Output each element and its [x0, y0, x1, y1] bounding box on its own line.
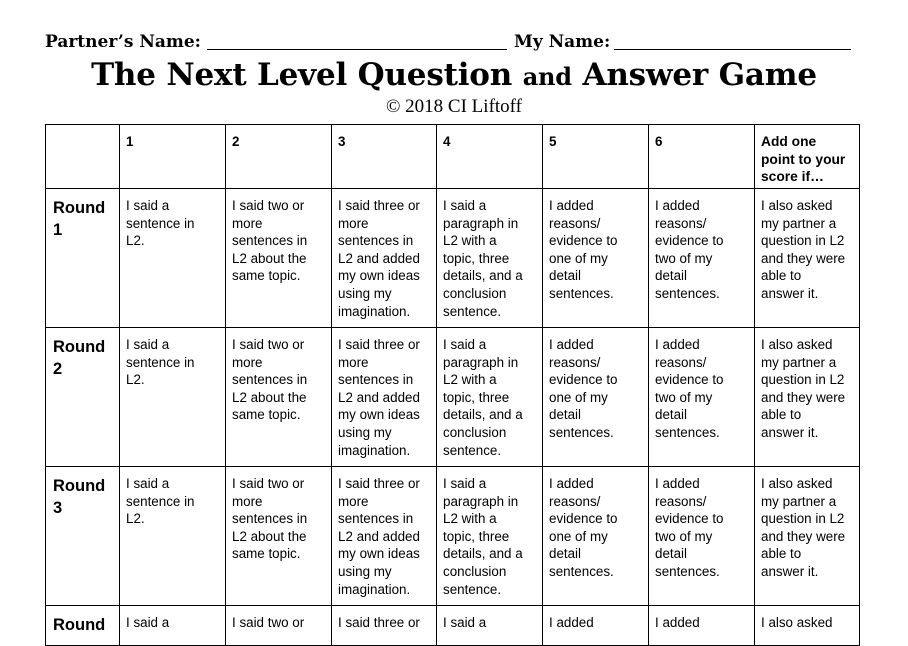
criteria-cell[interactable]: I added reasons/ evidence to one of my detail sentences.: [543, 189, 649, 328]
round-label: Round: [46, 606, 120, 646]
criteria-cell[interactable]: I said two or: [226, 606, 332, 646]
bonus-cell[interactable]: I also asked my partner a question in L2 and they were able to answer it.: [755, 328, 860, 467]
criteria-cell[interactable]: I said three or more sentences in L2 and added my own ideas using my imagination.: [332, 328, 437, 467]
bonus-column-header: Add one point to your score if…: [755, 125, 860, 189]
title-part-2: and: [522, 62, 572, 91]
bonus-cell[interactable]: I also asked: [755, 606, 860, 646]
criteria-cell[interactable]: I said a paragraph in L2 with a topic, three details, and a conclusion sentence.: [437, 189, 543, 328]
criteria-cell[interactable]: I said three or: [332, 606, 437, 646]
criteria-cell[interactable]: I said a paragraph in L2 with a topic, three details, and a conclusion sentence.: [437, 467, 543, 606]
bonus-cell[interactable]: I also asked my partner a question in L2 and they were able to answer it.: [755, 467, 860, 606]
partner-name-field[interactable]: [207, 49, 507, 50]
title-part-1: The Next Level Question: [91, 57, 523, 93]
corner-cell: [46, 125, 120, 189]
column-header: 5: [543, 125, 649, 189]
my-name-field[interactable]: [614, 49, 851, 50]
title-part-3: Answer Game: [571, 57, 817, 93]
column-header: 1: [120, 125, 226, 189]
criteria-cell[interactable]: I added reasons/ evidence to one of my detail sentences.: [543, 467, 649, 606]
criteria-cell[interactable]: I added reasons/ evidence to one of my detail sentences.: [543, 328, 649, 467]
criteria-cell[interactable]: I added reasons/ evidence to two of my detail sentences.: [649, 467, 755, 606]
table-row: [46, 467, 860, 606]
criteria-cell[interactable]: I said three or more sentences in L2 and added my own ideas using my imagination.: [332, 189, 437, 328]
criteria-cell[interactable]: I added: [543, 606, 649, 646]
round-label: Round 3: [46, 467, 120, 606]
score-table: [45, 124, 860, 646]
criteria-cell[interactable]: I said a paragraph in L2 with a topic, three details, and a conclusion sentence.: [437, 328, 543, 467]
table-row: [46, 328, 860, 467]
column-header: 2: [226, 125, 332, 189]
name-header: [45, 32, 865, 54]
criteria-cell[interactable]: I said two or more sentences in L2 about the same topic.: [226, 328, 332, 467]
round-label: Round 2: [46, 328, 120, 467]
bonus-cell[interactable]: I also asked my partner a question in L2 and they were able to answer it.: [755, 189, 860, 328]
criteria-cell[interactable]: I added: [649, 606, 755, 646]
criteria-cell[interactable]: I said two or more sentences in L2 about the same topic.: [226, 467, 332, 606]
criteria-cell[interactable]: I said two or more sentences in L2 about the same topic.: [226, 189, 332, 328]
table-row: [46, 606, 860, 646]
partner-name-label: Partner’s Name:: [45, 32, 201, 52]
criteria-cell[interactable]: I said a: [437, 606, 543, 646]
criteria-cell[interactable]: I said three or more sentences in L2 and added my own ideas using my imagination.: [332, 467, 437, 606]
round-label: Round 1: [46, 189, 120, 328]
table-row: [46, 189, 860, 328]
column-header: 3: [332, 125, 437, 189]
criteria-cell[interactable]: I added reasons/ evidence to two of my detail sentences.: [649, 328, 755, 467]
header-row: [46, 125, 860, 189]
criteria-cell[interactable]: I said a sentence in L2.: [120, 467, 226, 606]
page-title: [0, 56, 908, 96]
my-name-label: My Name:: [514, 32, 611, 52]
column-header: 4: [437, 125, 543, 189]
criteria-cell[interactable]: I said a sentence in L2.: [120, 328, 226, 467]
criteria-cell[interactable]: I said a sentence in L2.: [120, 189, 226, 328]
criteria-cell[interactable]: I said a: [120, 606, 226, 646]
criteria-cell[interactable]: I added reasons/ evidence to two of my detail sentences.: [649, 189, 755, 328]
copyright: © 2018 CI Liftoff: [386, 96, 522, 117]
column-header: 6: [649, 125, 755, 189]
